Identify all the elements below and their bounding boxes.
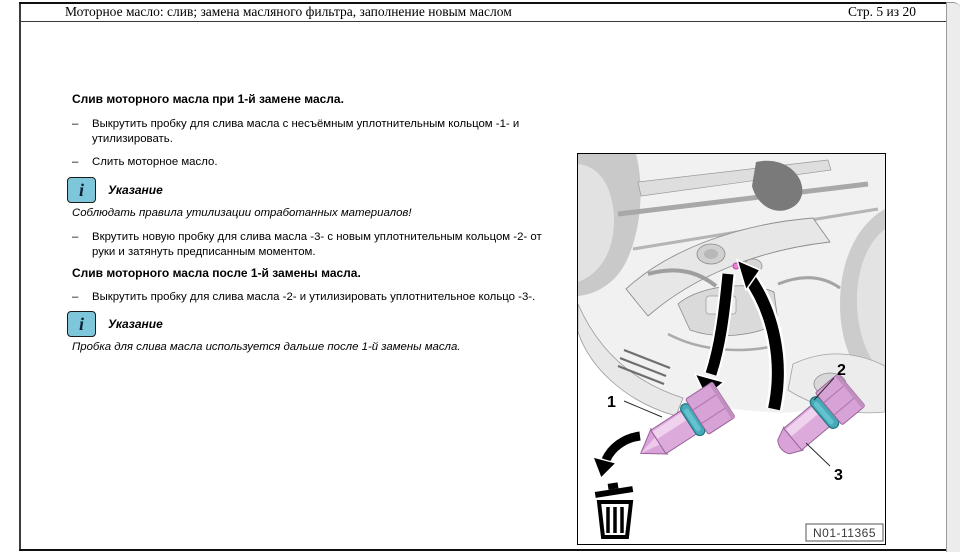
info-icon xyxy=(67,177,96,203)
bullet-dash: – xyxy=(72,291,79,303)
note-text-reuse: Пробка для слива масла используется дальше после 1-й замены масла. xyxy=(72,341,461,353)
step-text: Слить моторное масло. xyxy=(92,156,218,168)
section-heading-after-first-change: Слив моторного масла после 1-й замены масла. xyxy=(72,266,361,280)
step-install-new-plug xyxy=(72,230,542,260)
step-text: Выкрутить пробку для слива масла -2- и утилизировать уплотнительное кольцо -3-. xyxy=(92,291,536,303)
info-icon-glyph: i xyxy=(78,180,84,200)
header-rule xyxy=(21,21,946,22)
page-number: Стр. 5 из 20 xyxy=(848,4,916,19)
note-label: Указание xyxy=(108,317,163,331)
figure-id-box xyxy=(806,524,883,541)
callout-2: 2 xyxy=(837,362,846,379)
note-block-1 xyxy=(67,177,163,203)
step-text: Выкрутить пробку для слива масла с несъёмным уплотнительным кольцом -1- и xyxy=(92,118,520,130)
figure-oil-drain-plugs xyxy=(577,153,886,545)
page-border-bottom xyxy=(19,549,946,551)
step-remove-plug-2 xyxy=(72,290,535,305)
window-right-edge xyxy=(946,2,960,552)
step-text: руки и затянуть предписанным моментом. xyxy=(92,246,316,258)
bullet-dash: – xyxy=(72,231,79,243)
page-border-left xyxy=(19,2,21,551)
info-icon-glyph: i xyxy=(78,314,84,334)
step-text: Вкрутить новую пробку для слива масла -3- с новым уплотнительным кольцом -2- от xyxy=(92,231,542,243)
document-title: Моторное масло: слив; замена масляного фильтра, заполнение новым маслом xyxy=(65,4,512,19)
step-text: утилизировать. xyxy=(92,133,173,145)
section-heading-first-change: Слив моторного масла при 1-й замене масла. xyxy=(72,92,344,106)
note-label: Указание xyxy=(108,183,163,197)
callout-1: 1 xyxy=(607,394,616,411)
note-text-disposal: Соблюдать правила утилизации отработанных материалов! xyxy=(72,207,412,219)
step-remove-plug-1 xyxy=(72,117,519,147)
step-drain-oil xyxy=(72,155,218,170)
discard-arrow xyxy=(593,436,640,478)
bullet-dash: – xyxy=(72,156,79,168)
note-block-2 xyxy=(67,311,163,337)
bullet-dash: – xyxy=(72,118,79,130)
info-icon xyxy=(67,311,96,337)
callout-3: 3 xyxy=(834,467,843,484)
figure-id: N01-11365 xyxy=(813,526,876,540)
trash-can-icon xyxy=(594,480,633,537)
